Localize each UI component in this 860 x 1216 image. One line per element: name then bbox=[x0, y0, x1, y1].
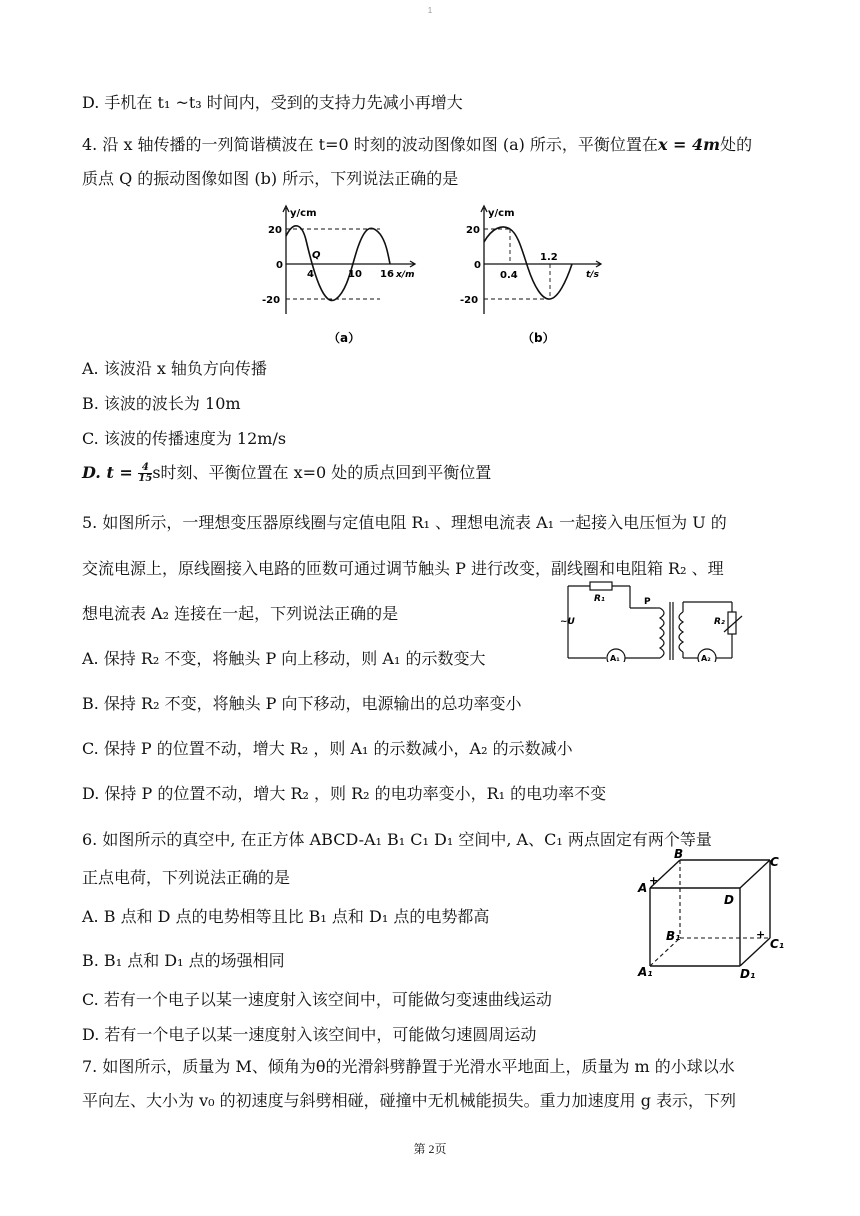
q4-stem-line-1 bbox=[82, 134, 752, 156]
q4-stem-math: x = 4m bbox=[657, 135, 721, 154]
cube-label-b: B bbox=[674, 848, 684, 861]
wave-b-ylabel: y/cm bbox=[488, 208, 515, 219]
cube-plus-c1: + bbox=[756, 928, 766, 941]
circuit-r2-label: R₂ bbox=[714, 617, 725, 627]
wave-b-ytick-neg20: -20 bbox=[460, 295, 479, 306]
q7-stem-line-2: 平向左、大小为 v₀ 的初速度与斜劈相碰，碰撞中无机械能损失。重力加速度用 g 表示，下列 bbox=[82, 1091, 737, 1110]
q5-option-d: D. 保持 P 的位置不动，增大 R₂ ，则 R₂ 的电功率变小，R₁ 的电功率不变 bbox=[82, 784, 607, 803]
q5-stem-line-3: 想电流表 A₂ 连接在一起，下列说法正确的是 bbox=[82, 604, 399, 623]
q4-stem-line-2: 质点 Q 的振动图像如图 (b) 所示，下列说法正确的是 bbox=[82, 169, 459, 188]
wave-a-caption: （a） bbox=[328, 331, 361, 345]
wave-a-ytick-neg20: -20 bbox=[262, 295, 281, 306]
transformer-circuit-figure bbox=[560, 578, 750, 662]
circuit-r1-label: R₁ bbox=[594, 594, 605, 604]
cube-plus-a: + bbox=[649, 874, 659, 887]
cube-label-a1: A₁ bbox=[638, 965, 653, 979]
circuit-a2-label: A₂ bbox=[701, 654, 711, 662]
wave-a-xtick-10: 10 bbox=[348, 269, 362, 280]
q4-option-d-denominator: 15 bbox=[138, 473, 153, 484]
q5-option-c: C. 保持 P 的位置不动，增大 R₂ ，则 A₁ 的示数减小，A₂ 的示数减小 bbox=[82, 739, 573, 758]
q4-option-d bbox=[82, 462, 491, 484]
cube-figure bbox=[636, 848, 786, 982]
wave-a-point-q: Q bbox=[312, 250, 321, 261]
wave-figure-b bbox=[458, 202, 608, 350]
circuit-a1-label: A₁ bbox=[610, 654, 620, 662]
cube-label-b1: B₁ bbox=[666, 929, 681, 943]
q6-option-d: D. 若有一个电子以某一速度射入该空间中，可能做匀速圆周运动 bbox=[82, 1025, 537, 1044]
wave-b-xtick-04: 0.4 bbox=[500, 270, 518, 281]
cube-label-d1: D₁ bbox=[740, 967, 756, 981]
wave-a-ytick-0: 0 bbox=[276, 260, 283, 271]
circuit-source-label: ~U bbox=[560, 617, 575, 627]
q5-option-a: A. 保持 R₂ 不变，将触头 P 向上移动，则 A₁ 的示数变大 bbox=[82, 649, 486, 668]
q5-option-b: B. 保持 R₂ 不变，将触头 P 向下移动，电源输出的总功率变小 bbox=[82, 694, 522, 713]
q4-option-b: B. 该波的波长为 10m bbox=[82, 394, 241, 413]
q6-option-b: B. B₁ 点和 D₁ 点的场强相同 bbox=[82, 951, 285, 970]
wave-b-ytick-0: 0 bbox=[474, 260, 481, 271]
wave-a-xtick-16: 16 bbox=[380, 269, 394, 280]
q4-option-d-pre: D. t = bbox=[82, 463, 139, 482]
q4-option-d-post: s时刻、平衡位置在 x=0 处的质点回到平衡位置 bbox=[152, 463, 492, 482]
page-number: 第 2页 bbox=[413, 1142, 447, 1156]
q4-option-c: C. 该波的传播速度为 12m/s bbox=[82, 429, 287, 448]
wave-b-caption: （b） bbox=[522, 331, 555, 345]
q4-stem-line-1-b: 处的 bbox=[720, 135, 753, 154]
q7-stem-line-1: 7. 如图所示，质量为 M、倾角为θ的光滑斜劈静置于光滑水平地面上，质量为 m 的小球以水 bbox=[82, 1057, 735, 1076]
q3-option-d: D. 手机在 t₁ ~t₃ 时间内，受到的支持力先减小再增大 bbox=[82, 93, 463, 112]
wave-b-xtick-12: 1.2 bbox=[540, 252, 558, 263]
cube-label-d: D bbox=[724, 893, 734, 907]
cube-label-a: A bbox=[638, 881, 648, 895]
wave-a-xlabel: x/m bbox=[396, 270, 415, 280]
q6-option-a: A. B 点和 D 点的电势相等且比 B₁ 点和 D₁ 点的电势都高 bbox=[82, 907, 490, 926]
q4-stem-line-1-a: 4. 沿 x 轴传播的一列简谐横波在 t=0 时刻的波动图像如图 (a) 所示，平衡位置在 bbox=[82, 135, 658, 154]
wave-b-xlabel: t/s bbox=[586, 270, 599, 280]
q6-option-c: C. 若有一个电子以某一速度射入该空间中，可能做匀变速曲线运动 bbox=[82, 990, 552, 1009]
cube-label-c: C bbox=[770, 855, 779, 869]
q5-stem-line-1: 5. 如图所示，一理想变压器原线圈与定值电阻 R₁ 、理想电流表 A₁ 一起接入电压恒为 U 的 bbox=[82, 513, 727, 532]
q4-option-d-numerator: 4 bbox=[138, 463, 152, 474]
q4-option-d-fraction bbox=[138, 463, 152, 484]
q6-stem-line-1: 6. 如图所示的真空中, 在正方体 ABCD-A₁ B₁ C₁ D₁ 空间中, A、C₁ 两点固定有两个等量 bbox=[82, 830, 712, 849]
wave-b-ytick-20: 20 bbox=[466, 225, 480, 236]
circuit-tap-label: P bbox=[644, 597, 651, 607]
wave-a-xtick-4: 4 bbox=[307, 269, 314, 280]
wave-a-ylabel: y/cm bbox=[290, 208, 317, 219]
header-mark: 1 bbox=[427, 6, 433, 15]
q6-stem-line-2: 正点电荷，下列说法正确的是 bbox=[82, 868, 291, 887]
cube-label-c1: C₁ bbox=[770, 937, 785, 951]
wave-figure-a bbox=[262, 202, 422, 350]
q4-option-a: A. 该波沿 x 轴负方向传播 bbox=[82, 359, 267, 378]
wave-a-ytick-20: 20 bbox=[268, 225, 282, 236]
q5-stem-line-2: 交流电源上，原线圈接入电路的匝数可通过调节触头 P 进行改变，副线圈和电阻箱 R₂ 、理 bbox=[82, 559, 724, 578]
